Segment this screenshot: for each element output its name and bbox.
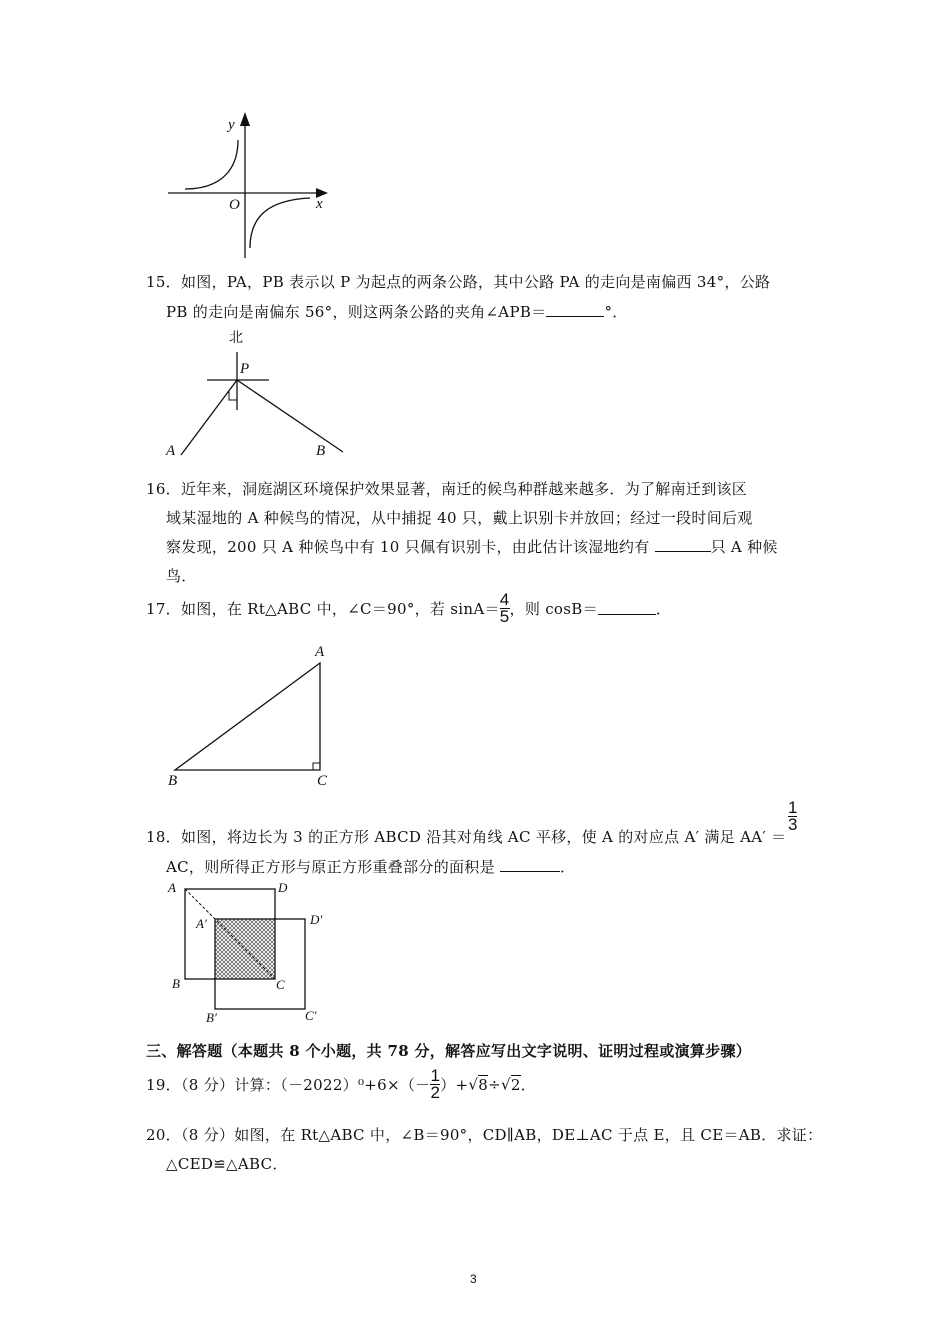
q19-sqrt2-value: 2 — [510, 1075, 521, 1094]
q17-frac-num: 4 — [499, 590, 510, 609]
q19-sqrt8: √8 — [468, 1075, 489, 1094]
section-heading: 三、解答题（本题共 8 个小题，共 78 分，解答应写出文字说明、证明过程或演算步骤） — [146, 1042, 752, 1060]
q19-sqrt2: √2 — [500, 1075, 521, 1094]
point-a-label: A — [166, 443, 176, 459]
q19-fraction — [430, 1068, 440, 1101]
square-b-label: B — [172, 976, 180, 991]
q17-frac-den: 5 — [499, 607, 510, 626]
q16-line3-text: 察发现，200 只 A 种候鸟中有 10 只佩有识别卡，由此估计该湿地约有 — [166, 538, 655, 556]
point-p-label: P — [240, 361, 250, 377]
triangle-a-label: A — [315, 644, 325, 660]
q18-fraction — [788, 800, 797, 833]
y-axis-label: y — [228, 117, 235, 133]
q18-answer-blank — [500, 859, 560, 872]
q15-line1: 15．如图，PA，PB 表示以 P 为起点的两条公路，其中公路 PA 的走向是南偏西 34°，公路 — [146, 273, 771, 291]
square-c-label: C — [276, 977, 285, 992]
q19-frac-num: 1 — [430, 1066, 441, 1085]
q16-answer-blank — [655, 539, 711, 552]
q17-fraction — [500, 592, 510, 625]
q18-frac-den: 3 — [788, 815, 798, 834]
origin-label: O — [229, 197, 240, 213]
q16-line3 — [166, 536, 778, 557]
q15-line2 — [166, 301, 628, 322]
right-triangle-figure — [170, 655, 370, 785]
q17-answer-blank — [598, 602, 656, 615]
q16-line2: 域某湿地的 A 种候鸟的情况，从中捕捉 40 只，戴上识别卡并放回；经过一段时间后观 — [166, 509, 753, 527]
q18-line2-end: ． — [559, 858, 576, 876]
squares-figure — [170, 880, 330, 1020]
q17-text: 17．如图，在 Rt△ABC 中，∠C＝90°，若 sinA＝ — [146, 600, 500, 618]
q15-line2-text: PB 的走向是南偏东 56°，则这两条公路的夹角∠APB＝ — [166, 303, 547, 321]
q19-sqrt8-value: 8 — [478, 1075, 489, 1094]
square-a-prime-label: A′ — [196, 916, 207, 931]
q17-end: ． — [655, 600, 672, 618]
q17-text-2: ，则 cosB＝ — [509, 600, 598, 618]
q18-frac-num: 1 — [788, 798, 798, 817]
bearing-figure — [165, 340, 365, 470]
square-c-prime-label: C′ — [305, 1008, 317, 1023]
q18-line1: 18．如图，将边长为 3 的正方形 ABCD 沿其对角线 AC 平移，使 A 的对应点 A′ 满足 AA′ ＝ — [146, 828, 787, 846]
q18-line2 — [166, 856, 575, 877]
q19-line — [146, 1068, 536, 1101]
q16-line1: 16．近年来，洞庭湖区环境保护效果显著，南迁的候鸟种群越来越多．为了解南迁到该区 — [146, 480, 748, 498]
q19-mid: ）+ — [440, 1076, 469, 1094]
north-label: 北 — [229, 330, 243, 346]
square-b-prime-label: B′ — [206, 1010, 217, 1025]
q19-end: ． — [520, 1076, 536, 1094]
square-a-label: A — [168, 880, 176, 895]
q20-line1: 20．（8 分）如图，在 Rt△ABC 中，∠B＝90°，CD∥AB，DE⊥AC 于点 E，且 CE＝AB．求证： — [146, 1126, 823, 1144]
q17-line — [146, 592, 671, 625]
point-b-label: B — [316, 443, 326, 459]
q19-div: ÷ — [488, 1075, 501, 1094]
q20-line2: △CED≌△ABC． — [166, 1155, 288, 1173]
page-number: 3 — [470, 1272, 477, 1286]
q18-line2-text: AC，则所得正方形与原正方形重叠部分的面积是 — [166, 858, 500, 876]
q16-line4: 鸟． — [166, 567, 197, 585]
q15-line2-end: °． — [604, 303, 628, 321]
q15-answer-blank — [546, 304, 604, 317]
square-d-prime-label: D′ — [310, 912, 323, 927]
hyperbola-figure — [160, 110, 340, 260]
x-axis-label: x — [316, 196, 323, 212]
q16-line3-end: 只 A 种候 — [710, 538, 778, 556]
triangle-c-label: C — [317, 773, 328, 789]
q19-frac-den: 2 — [430, 1083, 441, 1102]
square-d-label: D — [278, 880, 288, 895]
triangle-b-label: B — [168, 773, 178, 789]
q19-text: 19．（8 分）计算：（－2022）⁰+6×（－ — [146, 1076, 431, 1094]
